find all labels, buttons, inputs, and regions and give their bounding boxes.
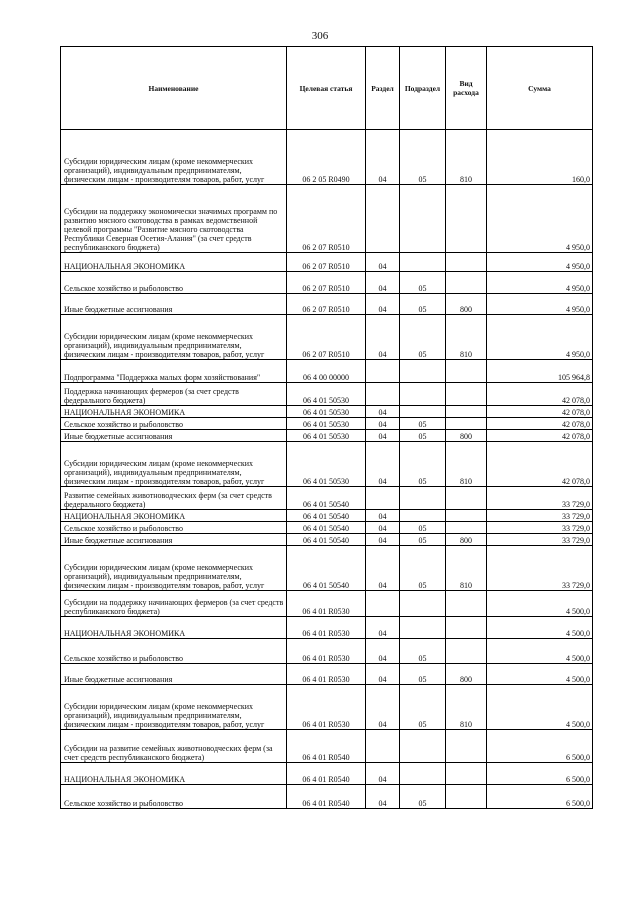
- cell-subsection: 05: [400, 639, 446, 664]
- cell-name: Субсидии юридическим лицам (кроме некоммерческих организаций), индивидуальным предпринимателям, физическим лицам - производителям товаров, работ, услуг: [61, 130, 287, 185]
- cell-name: Сельское хозяйство и рыболовство: [61, 639, 287, 664]
- cell-subsection: [400, 185, 446, 253]
- cell-kind: [446, 617, 487, 639]
- table-row: [61, 430, 593, 442]
- cell-kind: [446, 785, 487, 809]
- table-row: [61, 130, 593, 185]
- table-row: [61, 442, 593, 487]
- cell-target: 06 2 07 R0510: [287, 272, 366, 294]
- cell-target: 06 4 00 00000: [287, 360, 366, 383]
- cell-name: НАЦИОНАЛЬНАЯ ЭКОНОМИКА: [61, 253, 287, 272]
- cell-sum: 42 078,0: [487, 383, 593, 406]
- cell-subsection: [400, 510, 446, 522]
- cell-kind: [446, 487, 487, 510]
- table-row: [61, 546, 593, 591]
- cell-section: 04: [366, 430, 400, 442]
- cell-section: 04: [366, 442, 400, 487]
- cell-name: Подпрограмма "Поддержка малых форм хозяйствования": [61, 360, 287, 383]
- cell-subsection: [400, 487, 446, 510]
- cell-subsection: 05: [400, 785, 446, 809]
- cell-subsection: 05: [400, 442, 446, 487]
- cell-kind: 800: [446, 294, 487, 315]
- table-row: [61, 522, 593, 534]
- cell-section: 04: [366, 617, 400, 639]
- table-row: [61, 383, 593, 406]
- cell-target: 06 4 01 R0540: [287, 785, 366, 809]
- cell-sum: 42 078,0: [487, 442, 593, 487]
- cell-sum: 33 729,0: [487, 510, 593, 522]
- table-row: [61, 272, 593, 294]
- page-number: 306: [311, 30, 329, 42]
- cell-subsection: [400, 730, 446, 763]
- cell-name: Иные бюджетные ассигнования: [61, 534, 287, 546]
- cell-kind: 810: [446, 130, 487, 185]
- cell-sum: 4 950,0: [487, 253, 593, 272]
- header-name: Наименование: [61, 47, 287, 130]
- cell-kind: [446, 522, 487, 534]
- table-row: [61, 487, 593, 510]
- table-row: [61, 315, 593, 360]
- cell-target: 06 4 01 50540: [287, 534, 366, 546]
- cell-target: 06 4 01 50540: [287, 487, 366, 510]
- cell-target: 06 4 01 R0540: [287, 763, 366, 785]
- cell-kind: [446, 185, 487, 253]
- cell-target: 06 4 01 R0530: [287, 685, 366, 730]
- cell-sum: 4 500,0: [487, 664, 593, 685]
- cell-section: 04: [366, 130, 400, 185]
- cell-subsection: 05: [400, 534, 446, 546]
- cell-kind: 800: [446, 664, 487, 685]
- cell-sum: 33 729,0: [487, 546, 593, 591]
- cell-section: 04: [366, 685, 400, 730]
- cell-kind: [446, 510, 487, 522]
- cell-target: 06 4 01 50530: [287, 442, 366, 487]
- cell-target: 06 4 01 R0530: [287, 639, 366, 664]
- cell-target: 06 4 01 50530: [287, 406, 366, 418]
- cell-subsection: [400, 617, 446, 639]
- budget-table: [60, 46, 593, 809]
- cell-subsection: [400, 383, 446, 406]
- cell-target: 06 4 01 50530: [287, 430, 366, 442]
- table-row: [61, 730, 593, 763]
- cell-section: 04: [366, 785, 400, 809]
- cell-section: [366, 383, 400, 406]
- cell-kind: [446, 639, 487, 664]
- cell-subsection: [400, 763, 446, 785]
- header-target: Целевая статья: [287, 47, 366, 130]
- cell-section: 04: [366, 510, 400, 522]
- cell-sum: 6 500,0: [487, 763, 593, 785]
- cell-sum: 42 078,0: [487, 430, 593, 442]
- cell-section: 04: [366, 534, 400, 546]
- header-kind: Вид расхода: [446, 47, 487, 130]
- table-row: [61, 664, 593, 685]
- cell-subsection: 05: [400, 315, 446, 360]
- cell-subsection: 05: [400, 418, 446, 430]
- cell-sum: 105 964,8: [487, 360, 593, 383]
- cell-section: 04: [366, 294, 400, 315]
- cell-name: Субсидии на поддержку начинающих фермеров (за счет средств республиканского бюджета): [61, 591, 287, 617]
- cell-subsection: 05: [400, 664, 446, 685]
- cell-subsection: [400, 360, 446, 383]
- cell-kind: [446, 272, 487, 294]
- cell-kind: [446, 253, 487, 272]
- cell-section: 04: [366, 522, 400, 534]
- header-subsection: Подраздел: [400, 47, 446, 130]
- cell-section: [366, 487, 400, 510]
- cell-sum: 4 500,0: [487, 685, 593, 730]
- cell-kind: 810: [446, 315, 487, 360]
- cell-name: НАЦИОНАЛЬНАЯ ЭКОНОМИКА: [61, 617, 287, 639]
- table-row: [61, 591, 593, 617]
- cell-section: 04: [366, 406, 400, 418]
- cell-target: 06 4 01 R0530: [287, 664, 366, 685]
- cell-name: Субсидии юридическим лицам (кроме некоммерческих организаций), индивидуальным предпринимателям, физическим лицам - производителям товаров, работ, услуг: [61, 685, 287, 730]
- cell-subsection: 05: [400, 294, 446, 315]
- cell-target: 06 4 01 50540: [287, 510, 366, 522]
- table-row: [61, 406, 593, 418]
- table-row: [61, 185, 593, 253]
- cell-name: Субсидии юридическим лицам (кроме некоммерческих организаций), индивидуальным предпринимателям, физическим лицам - производителям товаров, работ, услуг: [61, 546, 287, 591]
- table-row: [61, 763, 593, 785]
- cell-subsection: [400, 591, 446, 617]
- cell-target: 06 4 01 R0530: [287, 591, 366, 617]
- cell-name: НАЦИОНАЛЬНАЯ ЭКОНОМИКА: [61, 510, 287, 522]
- cell-target: 06 4 01 50530: [287, 418, 366, 430]
- cell-target: 06 4 01 R0540: [287, 730, 366, 763]
- cell-sum: 42 078,0: [487, 418, 593, 430]
- cell-name: Сельское хозяйство и рыболовство: [61, 522, 287, 534]
- table-row: [61, 685, 593, 730]
- cell-name: Иные бюджетные ассигнования: [61, 430, 287, 442]
- cell-kind: [446, 730, 487, 763]
- cell-section: 04: [366, 315, 400, 360]
- cell-kind: 810: [446, 442, 487, 487]
- cell-section: 04: [366, 546, 400, 591]
- cell-section: [366, 730, 400, 763]
- cell-section: 04: [366, 418, 400, 430]
- cell-subsection: 05: [400, 546, 446, 591]
- cell-name: НАЦИОНАЛЬНАЯ ЭКОНОМИКА: [61, 406, 287, 418]
- cell-kind: [446, 418, 487, 430]
- cell-name: Субсидии на развитие семейных животноводческих ферм (за счет средств республиканского бюджета): [61, 730, 287, 763]
- cell-sum: 6 500,0: [487, 785, 593, 809]
- cell-target: 06 4 01 R0530: [287, 617, 366, 639]
- cell-sum: 42 078,0: [487, 406, 593, 418]
- cell-name: Сельское хозяйство и рыболовство: [61, 418, 287, 430]
- cell-name: НАЦИОНАЛЬНАЯ ЭКОНОМИКА: [61, 763, 287, 785]
- cell-target: 06 4 01 50540: [287, 522, 366, 534]
- cell-subsection: 05: [400, 130, 446, 185]
- cell-sum: 4 500,0: [487, 591, 593, 617]
- cell-subsection: 05: [400, 685, 446, 730]
- cell-name: Иные бюджетные ассигнования: [61, 294, 287, 315]
- cell-kind: [446, 763, 487, 785]
- cell-kind: [446, 360, 487, 383]
- cell-target: 06 4 01 50540: [287, 546, 366, 591]
- cell-name: Поддержка начинающих фермеров (за счет средств федерального бюджета): [61, 383, 287, 406]
- cell-section: 04: [366, 763, 400, 785]
- cell-target: 06 2 07 R0510: [287, 294, 366, 315]
- cell-section: 04: [366, 664, 400, 685]
- cell-sum: 4 500,0: [487, 639, 593, 664]
- cell-name: Субсидии на поддержку экономически значимых программ по развитию мясного скотоводства в рамках ведомственной целевой программы "Развитие мясного скотоводства Республики Северная Осетия-Алания" (за счет средств республиканского бюджета): [61, 185, 287, 253]
- table-row: [61, 617, 593, 639]
- cell-name: Иные бюджетные ассигнования: [61, 664, 287, 685]
- cell-section: [366, 591, 400, 617]
- table-header-row: [61, 47, 593, 130]
- cell-subsection: 05: [400, 430, 446, 442]
- cell-kind: 800: [446, 430, 487, 442]
- cell-kind: [446, 591, 487, 617]
- cell-name: Развитие семейных животноводческих ферм (за счет средств федерального бюджета): [61, 487, 287, 510]
- cell-section: [366, 360, 400, 383]
- cell-section: 04: [366, 639, 400, 664]
- cell-target: 06 2 07 R0510: [287, 253, 366, 272]
- table-row: [61, 639, 593, 664]
- cell-kind: 810: [446, 546, 487, 591]
- table-row: [61, 418, 593, 430]
- cell-subsection: 05: [400, 272, 446, 294]
- cell-kind: 810: [446, 685, 487, 730]
- cell-subsection: [400, 406, 446, 418]
- cell-target: 06 4 01 50530: [287, 383, 366, 406]
- cell-target: 06 2 07 R0510: [287, 185, 366, 253]
- cell-sum: 4 950,0: [487, 185, 593, 253]
- table-row: [61, 785, 593, 809]
- cell-sum: 160,0: [487, 130, 593, 185]
- cell-kind: [446, 383, 487, 406]
- cell-target: 06 2 07 R0510: [287, 315, 366, 360]
- cell-sum: 4 950,0: [487, 315, 593, 360]
- cell-sum: 33 729,0: [487, 534, 593, 546]
- cell-sum: 6 500,0: [487, 730, 593, 763]
- cell-section: [366, 185, 400, 253]
- table-row: [61, 360, 593, 383]
- table-row: [61, 253, 593, 272]
- cell-name: Субсидии юридическим лицам (кроме некоммерческих организаций), индивидуальным предпринимателям, физическим лицам - производителям товаров, работ, услуг: [61, 442, 287, 487]
- cell-kind: [446, 406, 487, 418]
- cell-subsection: 05: [400, 522, 446, 534]
- cell-subsection: [400, 253, 446, 272]
- cell-sum: 33 729,0: [487, 487, 593, 510]
- cell-name: Сельское хозяйство и рыболовство: [61, 272, 287, 294]
- cell-section: 04: [366, 272, 400, 294]
- cell-sum: 4 950,0: [487, 294, 593, 315]
- cell-target: 06 2 05 R0490: [287, 130, 366, 185]
- table-row: [61, 510, 593, 522]
- cell-sum: 4 500,0: [487, 617, 593, 639]
- cell-sum: 33 729,0: [487, 522, 593, 534]
- cell-section: 04: [366, 253, 400, 272]
- table-row: [61, 534, 593, 546]
- cell-name: Сельское хозяйство и рыболовство: [61, 785, 287, 809]
- cell-sum: 4 950,0: [487, 272, 593, 294]
- table-row: [61, 294, 593, 315]
- cell-name: Субсидии юридическим лицам (кроме некоммерческих организаций), индивидуальным предпринимателям, физическим лицам - производителям товаров, работ, услуг: [61, 315, 287, 360]
- cell-kind: 800: [446, 534, 487, 546]
- header-section: Раздел: [366, 47, 400, 130]
- header-sum: Сумма: [487, 47, 593, 130]
